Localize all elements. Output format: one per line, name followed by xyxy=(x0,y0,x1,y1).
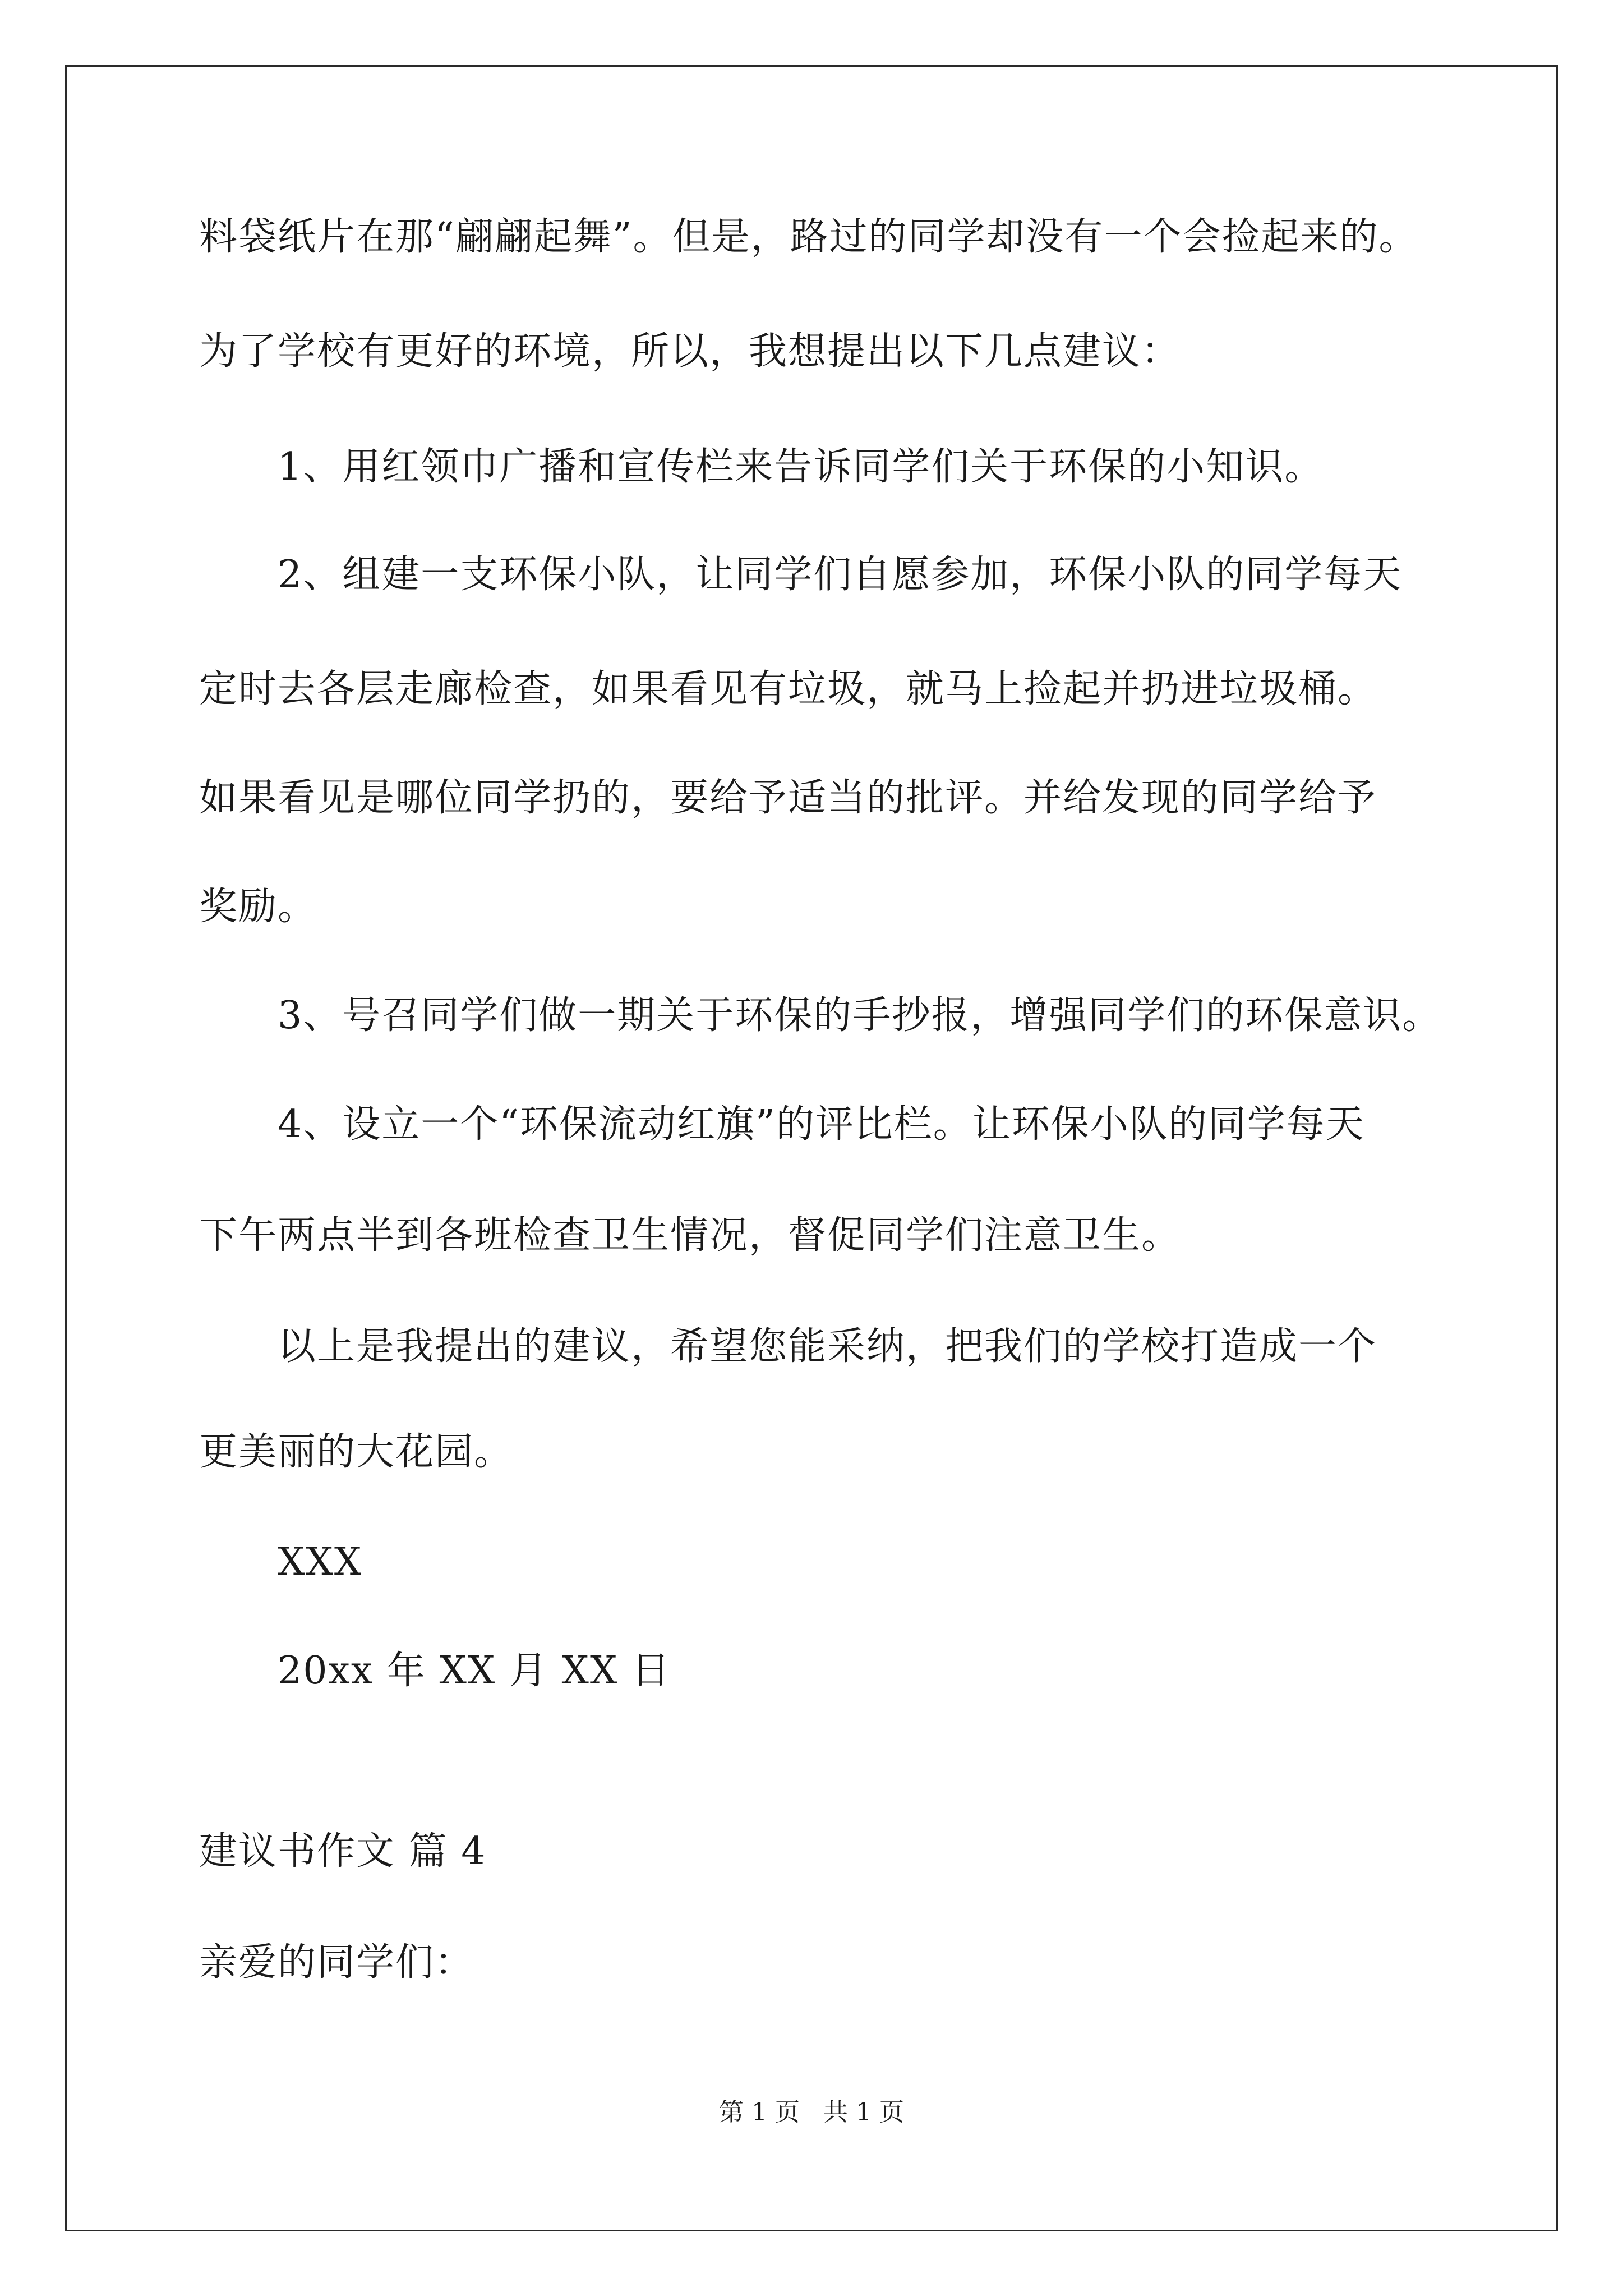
body-line-10: 下午两点半到各班检查卫生情况，督促同学们注意卫生。 xyxy=(199,1213,1181,1258)
salutation: 亲爱的同学们： xyxy=(199,1940,474,1985)
body-line-1: 料袋纸片在那“翩翩起舞”。但是，路过的同学却没有一个会捡起来的。 xyxy=(199,215,1418,259)
body-line-2: 为了学校有更好的环境，所以，我想提出以下几点建议： xyxy=(199,329,1181,374)
page-total: 共 1 页 xyxy=(823,2098,904,2127)
suggestion-4: 4、设立一个“环保流动红旗”的评比栏。让环保小队的同学每天 xyxy=(278,1102,1365,1147)
body-line-12: 更美丽的大花园。 xyxy=(199,1430,514,1474)
closing-paragraph: 以上是我提出的建议，希望您能采纳，把我们的学校打造成一个 xyxy=(278,1324,1377,1369)
suggestion-1: 1、用红领巾广播和宣传栏来告诉同学们关于环保的小知识。 xyxy=(278,445,1324,489)
signature-date: 20xx 年 XX 月 XX 日 xyxy=(278,1649,671,1693)
suggestion-3: 3、号召同学们做一期关于环保的手抄报，增强同学们的环保意识。 xyxy=(278,993,1442,1038)
page-footer xyxy=(0,2096,1623,2129)
body-line-6: 如果看见是哪位同学扔的，要给予适当的批评。并给发现的同学给予 xyxy=(199,776,1377,820)
signature-name: XXX xyxy=(278,1540,363,1584)
body-line-5: 定时去各层走廊检查，如果看见有垃圾，就马上捡起并扔进垃圾桶。 xyxy=(199,667,1377,711)
body-line-7: 奖励。 xyxy=(199,885,317,929)
section-title: 建议书作文 篇 4 xyxy=(199,1829,487,1874)
page-number: 第 1 页 xyxy=(719,2098,800,2127)
suggestion-2: 2、组建一支环保小队，让同学们自愿参加，环保小队的同学每天 xyxy=(278,553,1403,597)
